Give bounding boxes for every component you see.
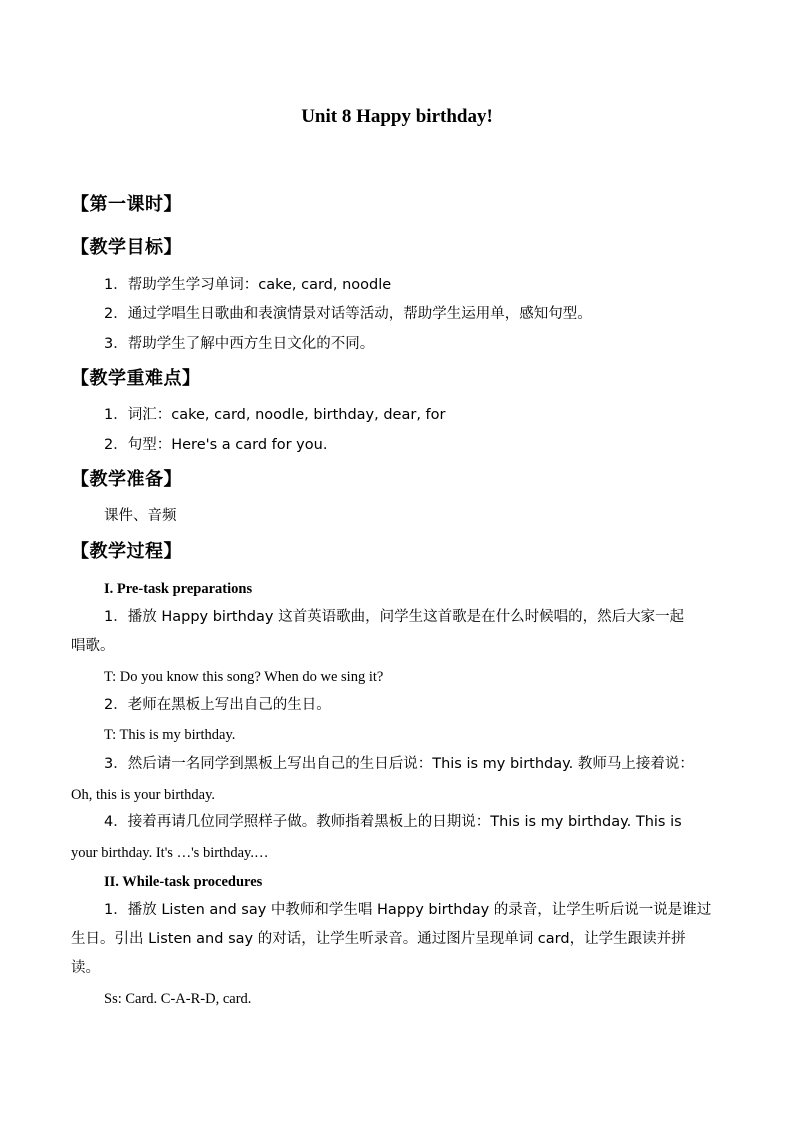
goal-item: 1．帮助学生学习单词：cake, card, noodle [104, 277, 392, 293]
while-task-step1-cont: 读。 [71, 960, 100, 976]
lesson-heading: 【第一课时】 [71, 194, 182, 215]
document-title: Unit 8 Happy birthday! [301, 106, 493, 127]
goals-heading: 【教学目标】 [71, 237, 182, 258]
keypoints-heading: 【教学重难点】 [71, 368, 201, 389]
students-line: Ss: Card. C-A-R-D, card. [104, 991, 252, 1007]
prep-text: 课件、音频 [104, 508, 177, 524]
process-heading: 【教学过程】 [71, 541, 182, 562]
while-task-title: II. While-task procedures [104, 874, 263, 890]
while-task-step1-cont: 生日。引出 Listen and say 的对话，让学生听录音。通过图片呈现单词 card，让学生跟读并拼 [71, 931, 686, 947]
pre-task-step2: 2．老师在黑板上写出自己的生日。 [104, 697, 331, 713]
teacher-line: T: Do you know this song? When do we sing it? [104, 669, 384, 685]
pre-task-title: I. Pre-task preparations [104, 581, 253, 597]
goal-item: 2．通过学唱生日歌曲和表演情景对话等活动，帮助学生运用单，感知句型。 [104, 306, 592, 322]
pre-task-step1-cont: 唱歌。 [71, 638, 115, 654]
pre-task-step3-cont: Oh, this is your birthday. [71, 787, 216, 803]
keypoint-item: 1．词汇：cake, card, noodle, birthday, dear, for [104, 407, 446, 423]
pre-task-step4: 4．接着再请几位同学照样子做。教师指着黑板上的日期说：This is my birthday. This is [104, 814, 682, 830]
pre-task-step3: 3．然后请一名同学到黑板上写出自己的生日后说：This is my birthday. 教师马上接着说： [104, 756, 694, 772]
goal-item: 3．帮助学生了解中西方生日文化的不同。 [104, 336, 375, 352]
pre-task-step4-cont: your birthday. It's …'s birthday.… [71, 845, 269, 861]
pre-task-step1: 1．播放 Happy birthday 这首英语歌曲，问学生这首歌是在什么时候唱的，然后大家一起 [104, 609, 685, 625]
while-task-step1: 1．播放 Listen and say 中教师和学生唱 Happy birthday 的录音，让学生听后说一说是谁过 [104, 902, 712, 918]
teacher-line: T: This is my birthday. [104, 727, 236, 743]
keypoint-item: 2．句型：Here's a card for you. [104, 437, 328, 453]
prep-heading: 【教学准备】 [71, 469, 182, 490]
